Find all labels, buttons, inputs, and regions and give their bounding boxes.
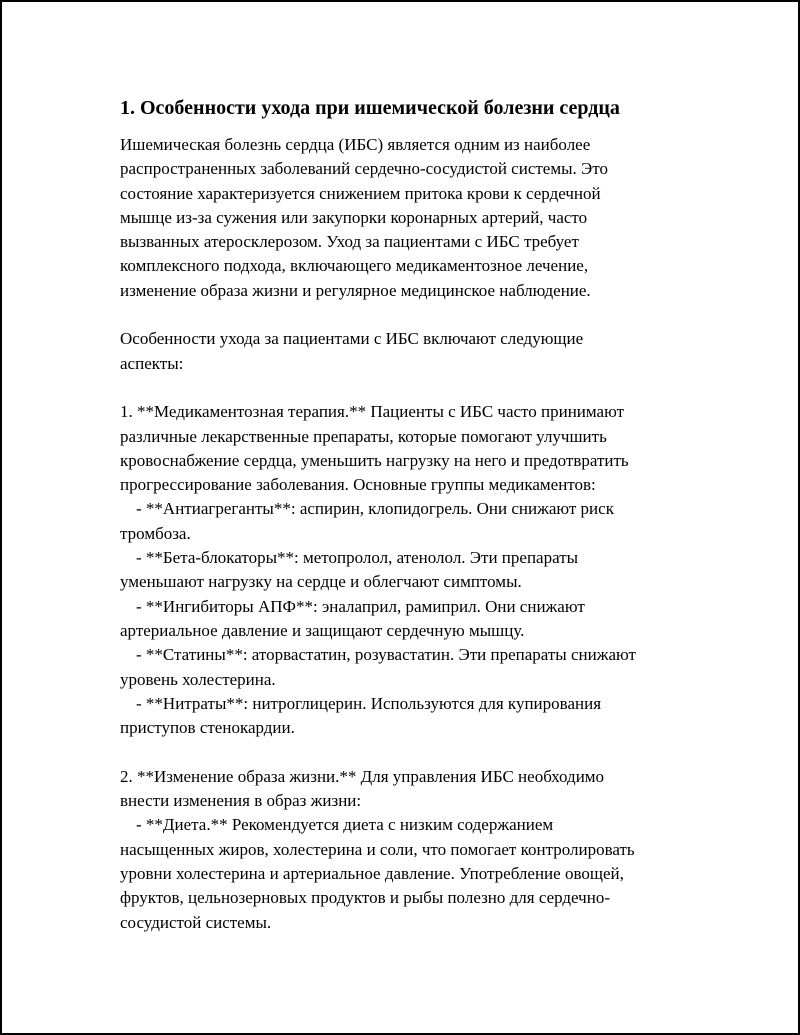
text-line: мышце из-за сужения или закупорки коронарных артерий, часто [120,207,588,227]
text-line: насыщенных жиров, холестерина и соли, что помогает контролировать [120,839,635,859]
text-line: 1. **Медикаментозная терапия.** Пациенты с ИБС часто принимают [120,402,624,422]
text-line: фруктов, цельнозерновых продуктов и рыбы полезно для сердечно- [120,888,610,908]
section-heading: 1. Особенности ухода при ишемической болезни сердца [120,97,620,119]
text-line: артериальное давление и защищают сердечную мышцу. [120,620,525,640]
list-item-medication-therapy [120,400,700,740]
paragraph-gap [120,376,700,400]
sub-item-line: - **Антиагреганты**: аспирин, клопидогрель. Они снижают риск [136,499,614,519]
sub-item-line: - **Ингибиторы АПФ**: эналаприл, рамиприл. Они снижают [136,596,585,616]
text-line: различные лекарственные препараты, которые помогают улучшить [120,426,607,446]
document-content [120,95,700,935]
sub-item-line: - **Диета.** Рекомендуется диета с низким содержанием [136,815,554,835]
text-line: прогрессирование заболевания. Основные группы медикаментов: [120,475,596,495]
text-line: 2. **Изменение образа жизни.** Для управления ИБС необходимо [120,766,605,786]
paragraph-gap [120,303,700,327]
text-line: тромбоза. [120,523,191,543]
text-line: уменьшают нагрузку на сердце и облегчают симптомы. [120,572,522,592]
text-line: кровоснабжение сердца, уменьшить нагрузку на него и предотвратить [120,450,629,470]
text-line: вызванных атеросклерозом. Уход за пациентами с ИБС требует [120,232,579,252]
text-line: уровни холестерина и артериальное давление. Употребление овощей, [120,863,624,883]
list-item-lifestyle-change [120,765,700,935]
text-line: Ишемическая болезнь сердца (ИБС) является одним из наиболее [120,135,591,154]
text-line: уровень холестерина. [120,669,276,689]
text-line: состояние характеризуется снижением притока крови к сердечной [120,183,601,203]
text-line: изменение образа жизни и регулярное медицинское наблюдение. [120,280,591,300]
text-line: распространенных заболеваний сердечно-сосудистой системы. Это [120,159,608,179]
text-line: внести изменения в образ жизни: [120,791,362,811]
text-line: сосудистой системы. [120,912,272,932]
text-line: комплексного подхода, включающего медикаментозное лечение, [120,256,589,276]
sub-item-line: - **Статины**: аторвастатин, розувастатин. Эти препараты снижают [136,645,636,665]
sub-item-line: - **Бета-блокаторы**: метопролол, атенолол. Эти препараты [136,548,579,568]
text-line: приступов стенокардии. [120,718,295,738]
intro-paragraph [120,133,700,303]
text-line: Особенности ухода за пациентами с ИБС включают следующие [120,329,584,349]
sub-item-line: - **Нитраты**: нитроглицерин. Используются для купирования [136,693,602,713]
paragraph-gap [120,740,700,764]
aspects-intro-paragraph [120,327,700,376]
text-line: аспекты: [120,353,184,373]
